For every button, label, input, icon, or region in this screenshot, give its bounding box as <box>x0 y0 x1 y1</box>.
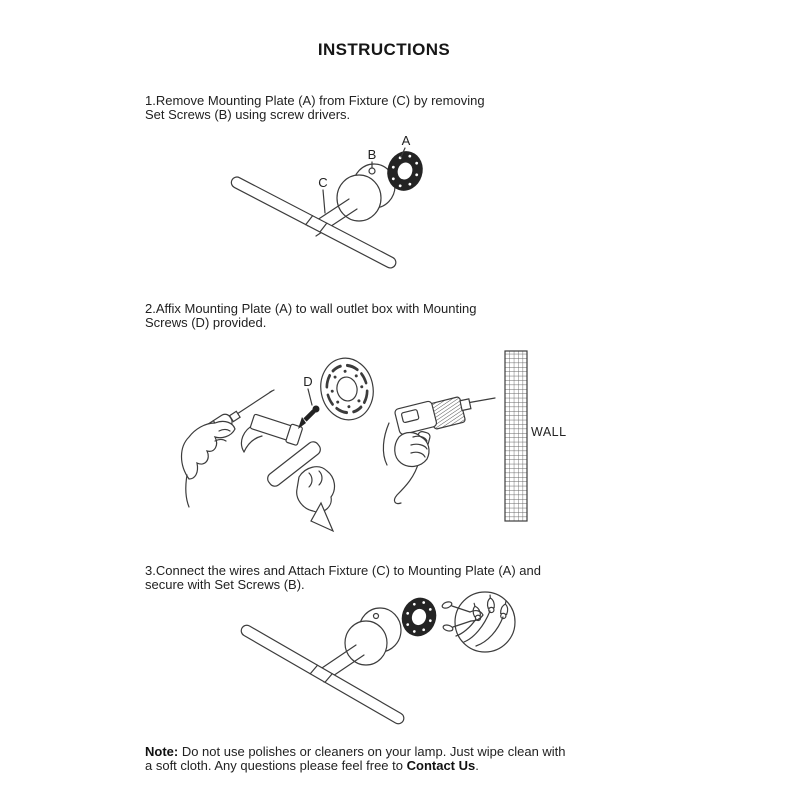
mounting-screw-d <box>298 374 320 429</box>
fixture-canopy <box>345 608 401 665</box>
mounting-plate-a <box>397 594 440 640</box>
svg-text:A: A <box>401 133 411 148</box>
set-screw-hole <box>374 614 379 619</box>
wiring-detail-circle <box>441 592 515 652</box>
svg-text:B: B <box>367 147 377 162</box>
diagram-step2-wall-mounting <box>175 345 635 540</box>
svg-text:D: D <box>303 374 313 389</box>
step-1-text <box>145 94 485 122</box>
step-1-line-1: 1.Remove Mounting Plate (A) from Fixture (C) by removing <box>145 93 485 108</box>
note-suffix: . <box>475 757 479 773</box>
set-screw-hole <box>369 168 375 174</box>
fixture-canopy <box>337 164 395 221</box>
diagram-step1-fixture-exploded <box>225 125 440 275</box>
wall-section <box>505 351 567 521</box>
wall-label: WALL <box>531 425 567 439</box>
step-1-line-2: Set Screws (B) using screw drivers. <box>145 107 351 122</box>
page-title: INSTRUCTIONS <box>317 40 451 59</box>
label-c <box>318 175 327 213</box>
step-2-text <box>145 302 476 330</box>
care-note <box>145 745 566 772</box>
diagram-step3-attach-fixture <box>230 588 530 728</box>
step-2-line-2: Screws (D) provided. <box>145 315 267 330</box>
hand-holding-hammer <box>297 467 335 531</box>
note-prefix: Note: <box>145 744 179 759</box>
step-3-line-2: secure with Set Screws (B). <box>145 577 305 592</box>
step-2-line-1: 2.Affix Mounting Plate (A) to wall outlet box with Mounting <box>145 301 477 316</box>
hand-holding-screwdriver <box>182 421 236 507</box>
svg-text:C: C <box>318 175 328 190</box>
contact-us-text: Contact Us <box>406 757 476 773</box>
step-3-line-1: 3.Connect the wires and Attach Fixture (C) to Mounting Plate (A) and <box>145 563 541 578</box>
drill-cord <box>394 461 419 504</box>
note-line-2: a soft cloth. Any questions please feel free to <box>145 757 407 773</box>
mounting-plate-large <box>315 353 379 424</box>
note-line-1: Do not use polishes or cleaners on your lamp. Just wipe clean with <box>178 744 566 759</box>
